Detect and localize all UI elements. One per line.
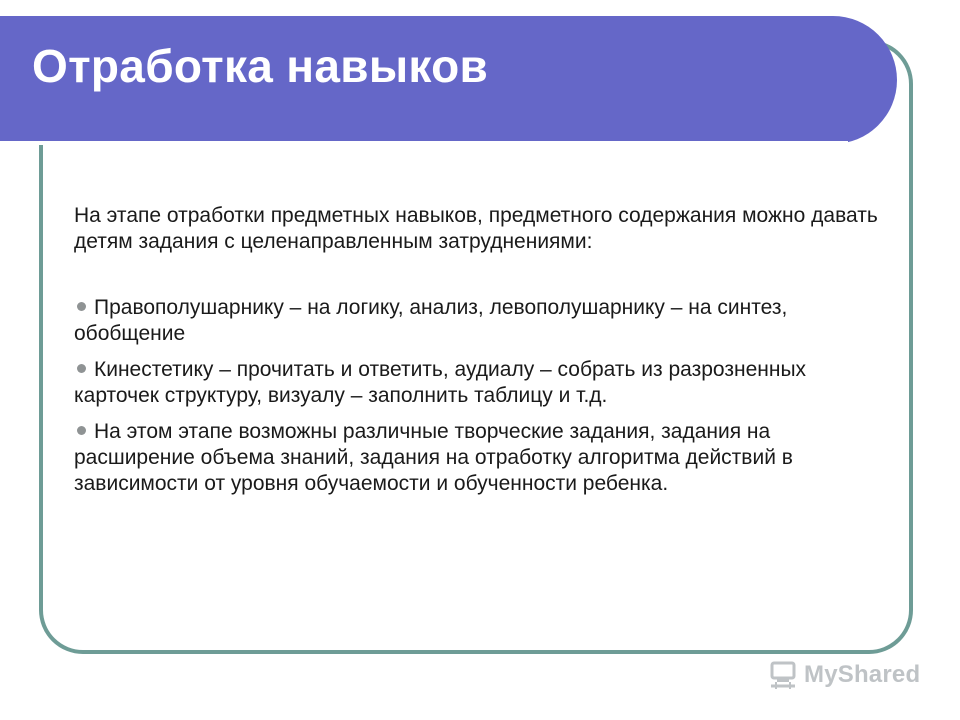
bullet-item (74, 357, 894, 409)
watermark (768, 659, 920, 691)
bullet-text: Кинестетику – прочитать и ответить, аудиалу – собрать из разрозненных карточек структуру, визуалу – заполнить таблицу и т.д. (74, 358, 807, 407)
bullet-item (74, 295, 894, 347)
myshared-logo-icon (768, 660, 798, 690)
bullet-text: Правополушарнику – на логику, анализ, левополушарнику – на синтез, обобщение (74, 296, 788, 345)
bullet-dot-icon (77, 364, 86, 373)
bullet-dot-icon (77, 426, 86, 435)
title-underline (0, 141, 848, 145)
slide-body (74, 203, 894, 507)
bullet-text: На этом этапе возможны различные творческие задания, задания на расширение объема знаний, задания на отработку алгоритма действий в зависимости от уровня обучаемости и обученности ребенка. (74, 420, 793, 495)
watermark-text: MyShared (804, 661, 921, 688)
bullet-item (74, 419, 894, 497)
intro-paragraph: На этапе отработки предметных навыков, предметного содержания можно давать детям задания с целенаправленным затруднениями: (74, 204, 878, 253)
bullet-list (74, 295, 894, 497)
bullet-dot-icon (77, 302, 86, 311)
slide-title: Отработка навыков (32, 40, 489, 92)
